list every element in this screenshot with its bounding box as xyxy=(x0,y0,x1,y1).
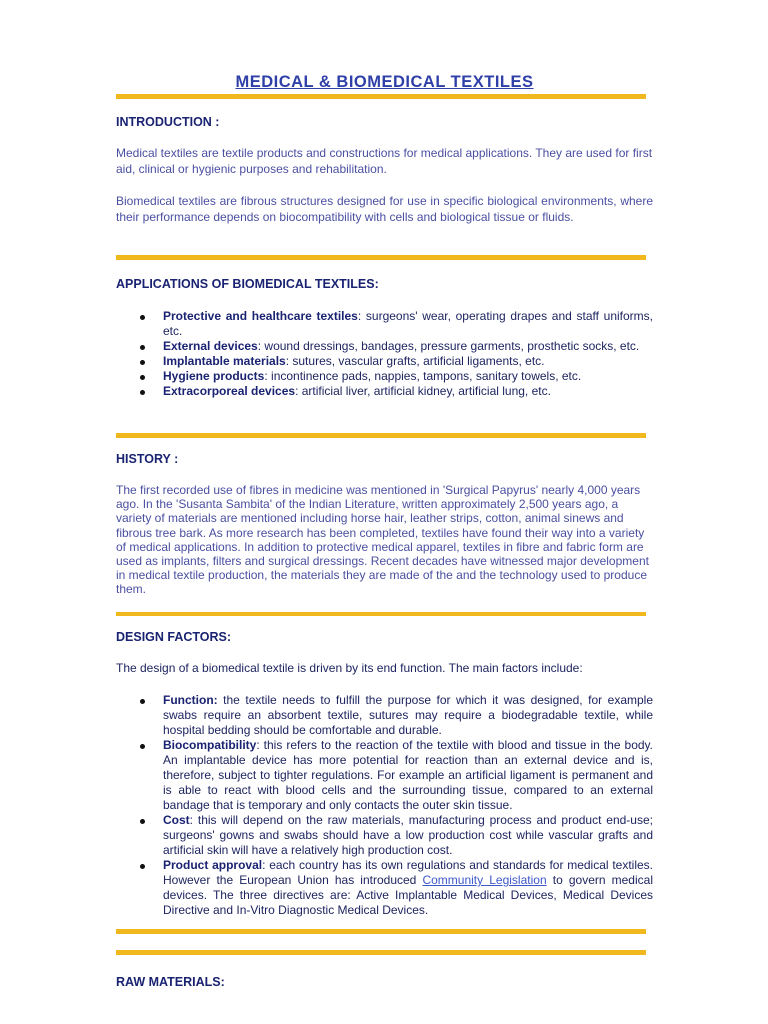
introduction-paragraph-1: Medical textiles are textile products and constructions for medical applications. They are used for first aid, clinical or hygienic purposes and rehabilitation. xyxy=(116,146,653,176)
list-item xyxy=(116,738,653,813)
list-item-text: : incontinence pads, nappies, tampons, sanitary towels, etc. xyxy=(264,369,582,383)
list-item xyxy=(116,339,653,354)
list-item xyxy=(116,354,653,369)
applications-list xyxy=(116,309,653,399)
bullet-icon xyxy=(140,345,145,350)
bullet-icon xyxy=(140,699,145,704)
section-divider xyxy=(116,433,646,438)
list-item-term: Product approval xyxy=(163,858,263,872)
section-divider xyxy=(116,255,646,260)
list-item xyxy=(116,693,653,738)
applications-heading: APPLICATIONS OF BIOMEDICAL TEXTILES: xyxy=(116,277,379,291)
section-divider xyxy=(116,94,646,99)
design-factors-heading: DESIGN FACTORS: xyxy=(116,630,232,644)
introduction-heading: INTRODUCTION : xyxy=(116,115,220,129)
section-divider xyxy=(116,929,646,934)
introduction-paragraph-2: Biomedical textiles are fibrous structures designed for use in specific biological environments, where their performance depends on biocompatibility with cells and biological tissue or fluids. xyxy=(116,194,653,224)
list-item-text: to govern medical devices. The three directives are: Active Implantable Medical Devices, Medical Devices Directive and In-Vitro Diagnostic Medical Devices. xyxy=(163,873,653,917)
list-item xyxy=(116,384,653,399)
list-item-text: : wound dressings, bandages, pressure garments, prosthetic socks, etc. xyxy=(257,339,640,353)
list-item xyxy=(116,813,653,858)
list-item xyxy=(116,369,653,384)
list-item-text: : surgeons' wear, operating drapes and staff uniforms, etc. xyxy=(163,309,653,338)
list-item-text: : sutures, vascular grafts, artificial ligaments, etc. xyxy=(285,354,545,368)
list-item-text: : this refers to the reaction of the textile with blood and tissue in the body. An implantable device has more potential for reaction than an external device and is, therefore, subject to tighter regulations. For example an artificial ligament is permanent and is able to react with blood cells and the surrounding tissue, compared to an external bandage that is temporary and only contacts the outer skin tissue. xyxy=(163,738,653,812)
bullet-icon xyxy=(140,390,145,395)
list-item-term: Cost xyxy=(163,813,190,827)
design-factors-intro: The design of a biomedical textile is driven by its end function. The main factors include: xyxy=(116,661,583,675)
document-title: MEDICAL & BIOMEDICAL TEXTILES xyxy=(235,73,534,91)
bullet-icon xyxy=(140,864,145,869)
design-factors-list xyxy=(116,693,653,918)
history-heading: HISTORY : xyxy=(116,452,179,466)
section-divider xyxy=(116,950,646,955)
list-item-term: Biocompatibility xyxy=(163,738,257,752)
history-paragraph: The first recorded use of fibres in medicine was mentioned in 'Surgical Papyrus' nearly 4,000 years ago. In the 'Susanta Sambita' of the Indian Literature, written approximately 2,500 years ago, a variety of materials are mentioned including horse hair, leather strips, cotton, animal sinews and fibrous tree bark. As more research has been completed, textiles have found their way into a variety of medical applications. In addition to protective medical apparel, textiles in fibre and fabric form are used as implants, filters and surgical dressings. Recent decades have witnessed major development in medical textile production, the materials they are made of the and the technology used to produce them. xyxy=(116,483,649,597)
list-item-term: Implantable materials xyxy=(163,354,286,368)
list-item xyxy=(116,309,653,339)
list-item xyxy=(116,858,653,918)
list-item-term: Extracorporeal devices xyxy=(163,384,296,398)
bullet-icon xyxy=(140,360,145,365)
community-legislation-link[interactable]: Community Legislation xyxy=(422,873,547,887)
list-item-text: : this will depend on the raw materials, manufacturing process and product end-use; surgeons' gowns and swabs should have a low production cost while vascular grafts and artificial skin will have a relatively high production cost. xyxy=(163,813,653,857)
list-item-text: : artificial liver, artificial kidney, artificial lung, etc. xyxy=(295,384,551,398)
list-item-term: Hygiene products xyxy=(163,369,265,383)
bullet-icon xyxy=(140,744,145,749)
list-item-term: Function: xyxy=(163,693,218,707)
list-item-term: Protective and healthcare textiles xyxy=(163,309,358,323)
raw-materials-heading: RAW MATERIALS: xyxy=(116,975,225,989)
bullet-icon xyxy=(140,375,145,380)
bullet-icon xyxy=(140,819,145,824)
list-item-term: External devices xyxy=(163,339,258,353)
list-item-text: : each country has its own regulations and standards for medical textiles. However the European Union has introduced xyxy=(163,858,653,887)
section-divider xyxy=(116,612,646,616)
bullet-icon xyxy=(140,315,145,320)
list-item-text: the textile needs to fulfill the purpose for which it was designed, for example swabs require an absorbent textile, sutures may require a biodegradable textile, while hospital bedding should be comfortable and durable. xyxy=(163,693,653,737)
